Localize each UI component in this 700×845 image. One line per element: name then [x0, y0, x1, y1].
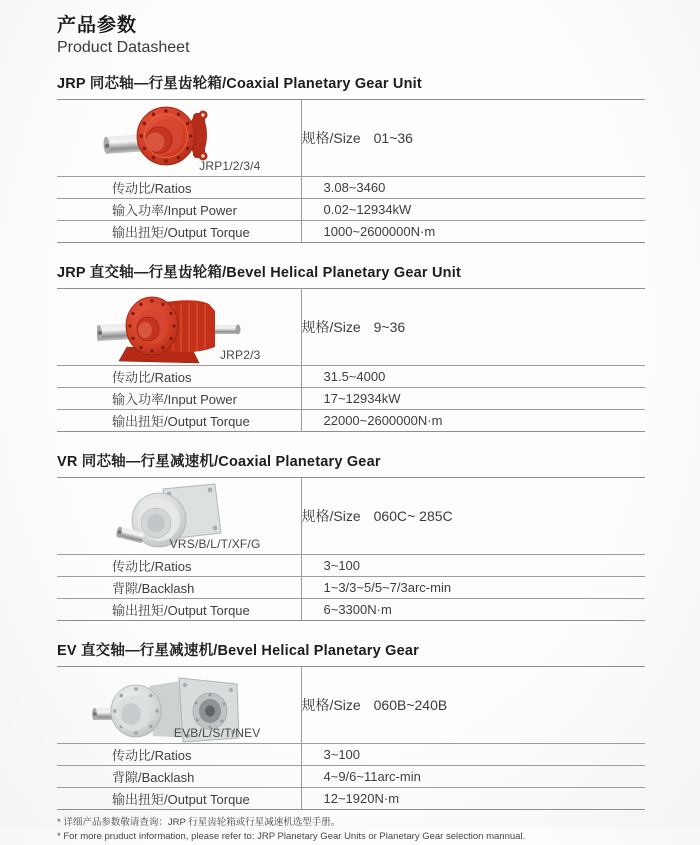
size-value: 060C~ 285C	[373, 508, 453, 524]
spec-table	[57, 666, 645, 810]
spec-value: 3~100	[301, 744, 645, 766]
section-title: JRP 同芯轴—行星齿轮箱/Coaxial Planetary Gear Unit	[57, 76, 422, 92]
product-section-vr-coaxial	[57, 450, 645, 621]
spec-row	[57, 199, 645, 221]
spec-row	[57, 388, 645, 410]
section-title: VR 同芯轴—行星减速机/Coaxial Planetary Gear	[57, 454, 381, 470]
spec-row	[57, 766, 645, 788]
page-title-zh: 产品参数	[57, 15, 138, 36]
table-row	[57, 289, 645, 366]
model-label: VRS/B/L/T/XF/G	[169, 537, 261, 551]
product-section-ev-bevel	[57, 639, 645, 810]
spec-row	[57, 221, 645, 243]
spec-label: 输出扭矩/Output Torque	[57, 599, 301, 621]
spec-label: 背隙/Backlash	[57, 766, 301, 788]
spec-label: 传动比/Ratios	[57, 177, 301, 199]
spec-value: 4~9/6~11arc-min	[301, 766, 645, 788]
section-title: JRP 直交轴—行星齿轮箱/Bevel Helical Planetary Gear Unit	[57, 265, 461, 281]
footnote-zh: * 详细产品参数敬请查询：JRP 行星齿轮箱或行星减速机选型手册。	[57, 817, 341, 828]
red-coaxial-planetary-gear-image	[103, 104, 211, 172]
product-section-jrp-coaxial	[57, 72, 645, 243]
spec-row	[57, 555, 645, 577]
spec-table	[57, 99, 645, 243]
model-label: JRP1/2/3/4	[199, 159, 261, 173]
spec-label: 输出扭矩/Output Torque	[57, 788, 301, 810]
footnote-en: * For more pruduct information, please refer to: JRP Planetary Gear Units or Planetary Gear selection mannual.	[57, 831, 526, 843]
spec-label: 传动比/Ratios	[57, 366, 301, 388]
spec-value: 6~3300N·m	[301, 599, 645, 621]
size-label: 规格/Size	[301, 697, 361, 713]
spec-label: 输出扭矩/Output Torque	[57, 221, 301, 243]
table-row	[57, 478, 645, 555]
spec-value: 3~100	[301, 555, 645, 577]
spec-value: 0.02~12934kW	[301, 199, 645, 221]
spec-value: 1~3/3~5/5~7/3arc-min	[301, 577, 645, 599]
spec-value: 22000~2600000N·m	[301, 410, 645, 432]
spec-row	[57, 599, 645, 621]
spec-row	[57, 410, 645, 432]
spec-row	[57, 744, 645, 766]
spec-label: 传动比/Ratios	[57, 744, 301, 766]
spec-row	[57, 577, 645, 599]
section-title: EV 直交轴—行星减速机/Bevel Helical Planetary Gear	[57, 643, 419, 659]
spec-label: 输入功率/Input Power	[57, 388, 301, 410]
spec-value: 12~1920N·m	[301, 788, 645, 810]
spec-value: 17~12934kW	[301, 388, 645, 410]
table-row	[57, 100, 645, 177]
product-section-jrp-bevel	[57, 261, 645, 432]
model-label: JRP2/3	[219, 348, 261, 362]
spec-value: 1000~2600000N·m	[301, 221, 645, 243]
spec-value: 3.08~3460	[301, 177, 645, 199]
spec-label: 背隙/Backlash	[57, 577, 301, 599]
spec-row	[57, 177, 645, 199]
size-value: 9~36	[373, 319, 406, 335]
size-value: 060B~240B	[373, 697, 448, 713]
spec-row	[57, 366, 645, 388]
spec-table	[57, 477, 645, 621]
footnotes	[57, 816, 645, 845]
spec-label: 输出扭矩/Output Torque	[57, 410, 301, 432]
spec-label: 传动比/Ratios	[57, 555, 301, 577]
size-label: 规格/Size	[301, 319, 361, 335]
table-row	[57, 667, 645, 744]
spec-value: 31.5~4000	[301, 366, 645, 388]
size-label: 规格/Size	[301, 508, 361, 524]
spec-row	[57, 788, 645, 810]
spec-label: 输入功率/Input Power	[57, 199, 301, 221]
spec-table	[57, 288, 645, 432]
model-label: EVB/L/S/T/NEV	[173, 726, 261, 740]
size-label: 规格/Size	[301, 130, 361, 146]
size-value: 01~36	[373, 130, 413, 146]
page-title-en: Product Datasheet	[57, 39, 190, 56]
